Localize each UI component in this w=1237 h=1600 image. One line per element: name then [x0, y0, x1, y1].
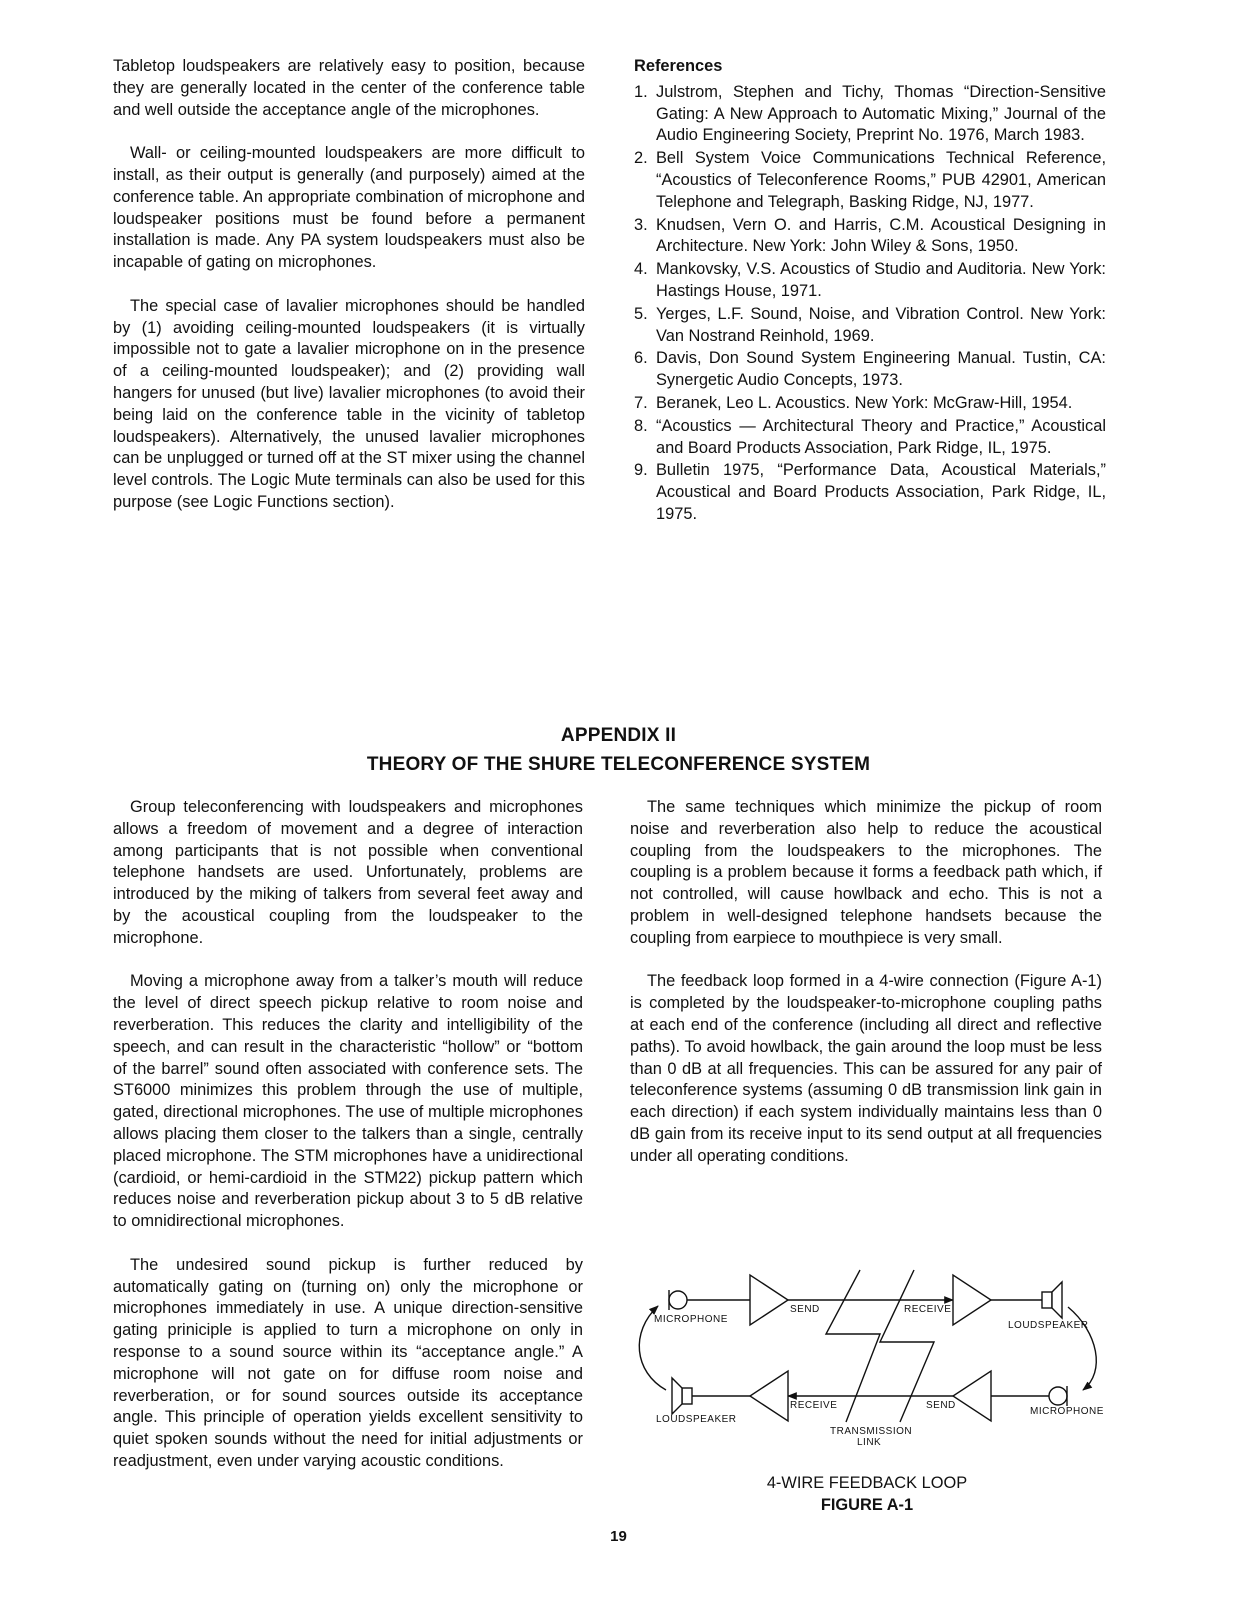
reference-number: 1.: [634, 82, 648, 101]
reference-item: [634, 215, 1106, 259]
reference-text: Beranek, Leo L. Acoustics. New York: McGraw-Hill, 1954.: [656, 393, 1073, 412]
top-left-column: [113, 56, 585, 536]
paragraph: Moving a microphone away from a talker’s mouth will reduce the level of direct speech pickup relative to room noise and reverberation. This reduces the clarity and intelligibility of the speech, and can result in the characteristic “hollow” or “bottom of the barrel” sound often associated with conference sets. The ST6000 minimizes this problem through the use of multiple, gated, directional microphones. The use of multiple microphones allows placing them closer to the talkers than a single, centrally placed microphone. The STM microphones have a unidirectional (cardioid, or hemi-cardioid in the STM22) pickup pattern which reduces noise and reverberation pickup about 3 to 5 dB relative to omnidirectional microphones.: [113, 972, 583, 1231]
references-heading: References: [634, 57, 723, 75]
feedback-loop-svg: [628, 1262, 1106, 1452]
references-list: [634, 82, 1106, 526]
reference-number: 2.: [634, 149, 648, 168]
label-send-bottom: SEND: [926, 1400, 956, 1411]
figure-caption: 4-WIRE FEEDBACK LOOP: [766, 1474, 968, 1492]
reference-text: “Acoustics — Architectural Theory and Practice,” Acoustical and Board Products Association, Park Ridge, IL, 1975.: [656, 416, 1106, 457]
references-section: [634, 56, 1106, 527]
send-amplifier-top: [750, 1275, 788, 1325]
paragraph: The special case of lavalier microphones should be handled by (1) avoiding ceiling-mounted loudspeakers (it is virtually impossible not to gate a lavalier microphone on in the presence of a ceiling-mounted loudspeaker); and (2) providing wall hangers for unused (but live) lavalier microphones (to avoid their being laid on the conference table in the vicinity of tabletop loudspeakers). Alternatively, the unused lavalier microphones can be unplugged or turned off at the ST mixer using the channel level controls. The Logic Mute terminals can also be used for this purpose (see Logic Functions section).: [113, 296, 585, 511]
label-receive-bottom: RECEIVE: [790, 1400, 838, 1411]
reference-number: 9.: [634, 461, 648, 480]
reference-number: 5.: [634, 304, 648, 323]
bottom-left-column: [113, 797, 583, 1495]
label-loudspeaker-right: LOUDSPEAKER: [1008, 1320, 1089, 1331]
label-loudspeaker-left: LOUDSPEAKER: [656, 1414, 737, 1425]
send-amplifier-bottom: [953, 1371, 991, 1421]
receive-amplifier-top: [953, 1275, 991, 1325]
reference-item: [634, 82, 1106, 147]
loudspeaker-left-icon: [682, 1388, 692, 1404]
reference-number: 8.: [634, 416, 648, 435]
reference-item: [634, 348, 1106, 392]
label-receive-top: RECEIVE: [904, 1304, 952, 1315]
reference-item: [634, 416, 1106, 460]
label-link: LINK: [857, 1437, 882, 1448]
reference-text: Knudsen, Vern O. and Harris, C.M. Acoustical Designing in Architecture. New York: John Wiley & Sons, 1950.: [656, 215, 1106, 256]
loudspeaker-right-icon: [1042, 1292, 1052, 1308]
reference-text: Julstrom, Stephen and Tichy, Thomas “Direction-Sensitive Gating: A New Approach to Automatic Mixing,” Journal of the Audio Engineering Society, Preprint No. 1976, March 1983.: [656, 82, 1106, 145]
reference-text: Mankovsky, V.S. Acoustics of Studio and Auditoria. New York: Hastings House, 1971.: [656, 260, 1106, 300]
page-number: 19: [610, 1528, 627, 1545]
feedback-loop-diagram: [628, 1262, 1106, 1452]
appendix-subtitle: THEORY OF THE SHURE TELECONFERENCE SYSTEM: [366, 754, 871, 775]
label-send-top: SEND: [790, 1304, 820, 1315]
reference-number: 4.: [634, 260, 648, 279]
reference-item: [634, 259, 1106, 303]
reference-item: [634, 148, 1106, 213]
microphone-bottom-icon: [1049, 1387, 1067, 1405]
reference-number: 6.: [634, 349, 648, 368]
paragraph: Tabletop loudspeakers are relatively easy to position, because they are generally located in the center of the conference table and well outside the acceptance angle of the microphones.: [113, 57, 585, 119]
reference-item: [634, 393, 1106, 415]
reference-number: 3.: [634, 215, 648, 234]
reference-number: 7.: [634, 393, 648, 412]
receive-amplifier-bottom: [750, 1371, 788, 1421]
reference-item: [634, 460, 1106, 525]
paragraph: The same techniques which minimize the pickup of room noise and reverberation also help to reduce the acoustical coupling from the loudspeakers to the microphones. The coupling is a problem because it forms a feedback path which, if not controlled, will cause howlback and echo. This is not a problem in well-designed telephone handsets because the coupling from earpiece to mouthpiece is very small.: [630, 798, 1102, 947]
reference-text: Yerges, L.F. Sound, Noise, and Vibration Control. New York: Van Nostrand Reinhold, 1969.: [656, 304, 1106, 345]
microphone-top-icon: [669, 1291, 687, 1309]
reference-text: Bell System Voice Communications Technical Reference, “Acoustics of Teleconference Rooms,” PUB 42901, American Telephone and Telegraph, Basking Ridge, NJ, 1977.: [656, 149, 1106, 211]
label-transmission: TRANSMISSION: [830, 1426, 913, 1437]
reference-item: [634, 304, 1106, 348]
paragraph: The feedback loop formed in a 4-wire connection (Figure A-1) is completed by the loudspeaker-to-microphone coupling paths at each end of the conference (including all direct and reflective paths). To avoid howlback, the gain around the loop must be less than 0 dB at all frequencies. This can be assured for any pair of teleconference systems (assuming 0 dB transmission link gain in each direction) if each system individually maintains less than 0 dB gain from its receive input to its send output at all frequencies under all operating conditions.: [630, 972, 1102, 1165]
appendix-title: APPENDIX II: [560, 725, 677, 746]
paragraph: Group teleconferencing with loudspeakers and microphones allows a freedom of movement and a degree of interaction among participants that is not possible when conventional telephone handsets are used. Unfortunately, problems are introduced by the miking of talkers from several feet away and by the acoustical coupling from the loudspeaker to the microphone.: [113, 798, 583, 947]
bottom-right-column: [630, 797, 1102, 1189]
label-microphone-bottom: MICROPHONE: [1030, 1406, 1104, 1417]
paragraph: Wall- or ceiling-mounted loudspeakers are more difficult to install, as their output is generally (and purposely) aimed at the conference table. An appropriate combination of microphone and loudspeaker positions must be found before a permanent installation is made. Any PA system loudspeakers must also be incapable of gating on microphones.: [113, 144, 585, 272]
figure-number: FIGURE A-1: [820, 1496, 914, 1514]
paragraph: The undesired sound pickup is further reduced by automatically gating on (turning on) only the microphone or microphones immediately in use. A unique direction-sensitive gating priniciple is applied to turn a microphone on only in response to a sound source within its “acceptance angle.” A microphone will not gate on for diffuse room noise and reverberation, or for sound sources outside its acceptance angle. This principle of operation yields excellent sensitivity to quiet spoken sounds without the need for initial adjustments or readjustment, even under varying acoustic conditions.: [113, 1255, 583, 1470]
label-microphone-top: MICROPHONE: [654, 1314, 728, 1325]
reference-text: Bulletin 1975, “Performance Data, Acoustical Materials,” Acoustical and Board Products Association, Park Ridge, IL, 1975.: [656, 461, 1106, 523]
reference-text: Davis, Don Sound System Engineering Manual. Tustin, CA: Synergetic Audio Concepts, 1973.: [656, 349, 1106, 390]
